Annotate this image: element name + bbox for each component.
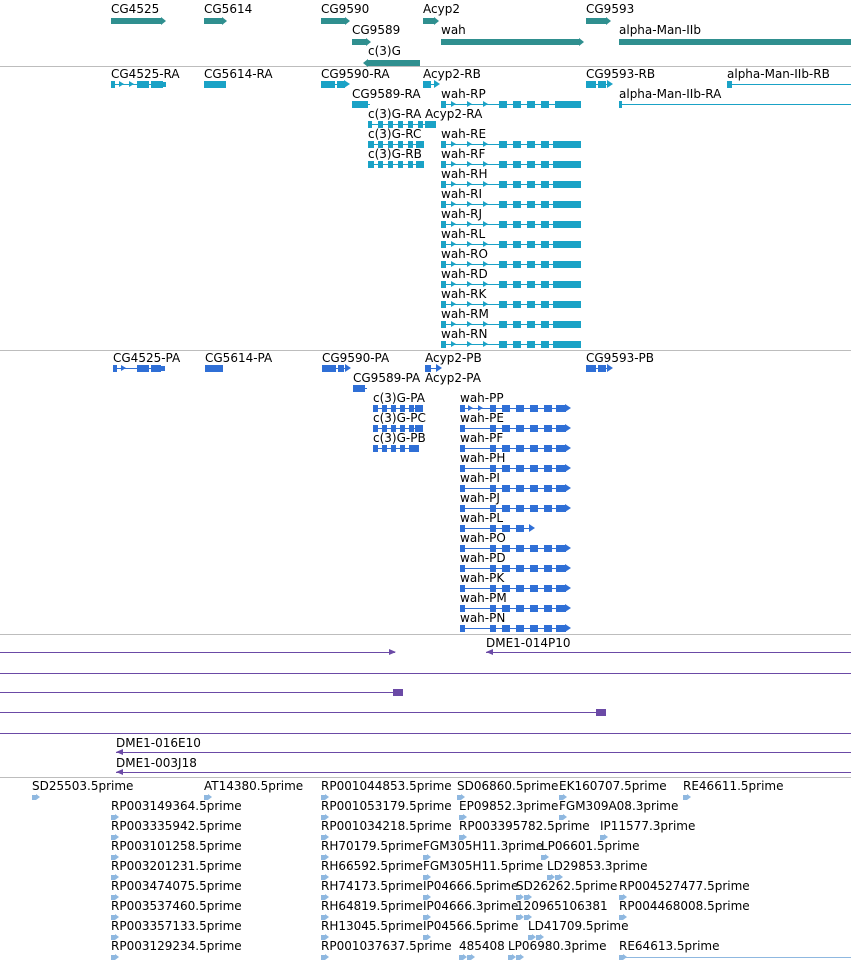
est-label: 120965106381	[516, 899, 608, 913]
exon-block	[499, 241, 507, 248]
strand-arrow-icon	[606, 17, 611, 25]
est-line	[623, 957, 851, 958]
exon-block	[398, 161, 403, 168]
est-label: RP004468008.5prime	[619, 899, 750, 913]
transcript-label: Acyp2-RB	[423, 67, 481, 81]
exon-block	[553, 141, 581, 148]
clone-label: DME1-014P10	[486, 636, 571, 650]
exon-block	[499, 221, 507, 228]
protein-label: wah-PJ	[460, 491, 500, 505]
exon-block	[544, 565, 552, 572]
exon-block	[527, 161, 535, 168]
exon-block	[409, 445, 419, 452]
strand-arrow-icon	[520, 954, 524, 960]
exon-block	[499, 201, 507, 208]
strand-arrow-icon	[451, 341, 456, 347]
strand-arrow-icon	[607, 364, 613, 372]
exon-block	[382, 445, 387, 452]
est-label: RP003335942.5prime	[111, 819, 242, 833]
exon-block	[544, 505, 552, 512]
exon-block	[586, 365, 596, 372]
exon-block	[541, 101, 549, 108]
exon-block	[527, 321, 535, 328]
clone-end	[596, 709, 606, 716]
strand-arrow-icon	[467, 341, 472, 347]
exon-block	[499, 281, 507, 288]
exon-block	[541, 321, 549, 328]
clone-line	[486, 652, 851, 653]
exon-block	[541, 201, 549, 208]
clone-label: DME1-003J18	[116, 756, 197, 770]
exon-block	[553, 341, 581, 348]
exon-block	[408, 161, 413, 168]
gene-label: CG9589	[352, 23, 401, 37]
exon-block	[544, 485, 552, 492]
exon-block	[541, 281, 549, 288]
strand-arrow-icon	[161, 17, 166, 25]
clone-line	[0, 692, 403, 693]
exon-block	[516, 405, 524, 412]
strand-arrow-icon	[565, 444, 571, 452]
exon-block	[541, 341, 549, 348]
protein-label: wah-PN	[460, 611, 506, 625]
exon-block	[502, 465, 510, 472]
gene-label: alpha-Man-IIb	[619, 23, 701, 37]
exon-block	[530, 445, 538, 452]
transcript-label: CG5614-RA	[204, 67, 273, 81]
transcript-label: wah-RD	[441, 267, 488, 281]
est-label: AT14380.5prime	[204, 779, 304, 793]
exon-block	[544, 545, 552, 552]
exon-block	[391, 445, 396, 452]
gene-bar	[321, 18, 345, 24]
protein-label: wah-PE	[460, 411, 504, 425]
exon-block	[378, 161, 383, 168]
strand-arrow-icon	[529, 524, 535, 532]
transcript-label: c(3)G-RB	[368, 147, 422, 161]
protein-label: Acyp2-PB	[425, 351, 482, 365]
exon-block	[544, 445, 552, 452]
transcript-label: Acyp2-RA	[425, 107, 483, 121]
clone-line	[0, 652, 395, 653]
exon-block	[516, 545, 524, 552]
exon-block	[553, 221, 581, 228]
transcript-label: c(3)G-RC	[368, 127, 422, 141]
exon-block	[499, 161, 507, 168]
exon-block	[586, 81, 596, 88]
est-label: IP04566.5prime	[423, 919, 519, 933]
transcript-label: wah-RL	[441, 227, 486, 241]
exon-block	[338, 365, 344, 372]
exon-block	[516, 525, 524, 532]
protein-label: c(3)G-PB	[373, 431, 426, 445]
est-label: IP11577.3prime	[600, 819, 696, 833]
exon-block	[553, 281, 581, 288]
exon-block	[553, 241, 581, 248]
exon-block	[541, 301, 549, 308]
exon-block	[137, 365, 149, 372]
est-label: RE46611.5prime	[683, 779, 784, 793]
est-label: IP04666.3prime	[423, 899, 519, 913]
strand-arrow-icon	[325, 954, 329, 960]
est-label: 485408	[459, 939, 505, 953]
est-label: LP06980.3prime	[508, 939, 607, 953]
exon-block	[541, 161, 549, 168]
strand-arrow-icon	[344, 80, 350, 88]
exon-block	[541, 221, 549, 228]
intron-line	[727, 84, 851, 85]
exon-block	[499, 321, 507, 328]
gene-bar	[352, 39, 366, 45]
est-label: RP003357133.5prime	[111, 919, 242, 933]
strand-arrow-icon	[483, 201, 488, 207]
exon-block	[499, 301, 507, 308]
protein-label: wah-PK	[460, 571, 505, 585]
strand-arrow-icon	[687, 794, 691, 800]
exon-block	[425, 121, 429, 128]
exon-block	[553, 181, 581, 188]
strand-arrow-icon	[119, 81, 124, 87]
exon-block	[544, 425, 552, 432]
exon-block	[513, 141, 521, 148]
transcript-label: wah-RM	[441, 307, 489, 321]
est-label: EP09852.3prime	[459, 799, 559, 813]
protein-label: c(3)G-PC	[373, 411, 426, 425]
exon-block	[204, 81, 226, 88]
exon-block	[111, 81, 115, 88]
clone-line	[116, 772, 851, 773]
gene-label: CG9593	[586, 2, 635, 16]
gene-bar	[368, 60, 420, 66]
exon-block	[530, 425, 538, 432]
exon-block	[553, 301, 581, 308]
est-label: RP003201231.5prime	[111, 859, 242, 873]
protein-label: CG4525-PA	[113, 351, 181, 365]
exon-block	[513, 101, 521, 108]
exon-block	[530, 485, 538, 492]
exon-block	[527, 201, 535, 208]
est-label: RP003537460.5prime	[111, 899, 242, 913]
transcript-label: CG4525-RA	[111, 67, 180, 81]
exon-block	[541, 181, 549, 188]
strand-arrow-icon	[36, 794, 40, 800]
strand-arrow-icon	[607, 80, 613, 88]
strand-arrow-icon	[565, 404, 571, 412]
transcript-label: CG9593-RB	[586, 67, 656, 81]
track-divider	[0, 777, 851, 778]
est-label: RP003101258.5prime	[111, 839, 242, 853]
exon-block	[541, 241, 549, 248]
exon-block	[513, 221, 521, 228]
est-label: LD29853.3prime	[547, 859, 648, 873]
transcript-label: wah-RI	[441, 187, 482, 201]
est-label: RP001053179.5prime	[321, 799, 452, 813]
exon-block	[516, 485, 524, 492]
strand-arrow-icon	[345, 17, 350, 25]
est-label: RH66592.5prime	[321, 859, 423, 873]
exon-block	[527, 221, 535, 228]
est-label: RP003129234.5prime	[111, 939, 242, 953]
est-label: LP06601.5prime	[541, 839, 640, 853]
protein-label: CG9590-PA	[322, 351, 390, 365]
transcript-label: wah-RN	[441, 327, 488, 341]
transcript-label: alpha-Man-IIb-RA	[619, 87, 722, 101]
est-label: RP001044853.5prime	[321, 779, 452, 793]
exon-block	[513, 201, 521, 208]
protein-label: CG5614-PA	[205, 351, 273, 365]
exon-block	[530, 405, 538, 412]
exon-block	[541, 141, 549, 148]
exon-block	[527, 261, 535, 268]
gene-label: c(3)G	[368, 44, 401, 58]
exon-block	[352, 101, 368, 108]
exon-block	[499, 341, 507, 348]
exon-block	[502, 485, 510, 492]
clone-line	[116, 752, 851, 753]
gene-bar	[111, 18, 161, 24]
gene-bar	[441, 39, 579, 45]
strand-arrow-icon	[483, 341, 488, 347]
exon-block	[513, 301, 521, 308]
transcript-label: wah-RH	[441, 167, 488, 181]
gene-label: CG4525	[111, 2, 160, 16]
exon-block	[530, 505, 538, 512]
exon-block	[499, 101, 507, 108]
exon-block	[516, 585, 524, 592]
est-label: RH70179.5prime	[321, 839, 423, 853]
gene-label: CG9590	[321, 2, 370, 16]
exon-block	[553, 261, 581, 268]
est-label: RP001034218.5prime	[321, 819, 452, 833]
strand-arrow-icon	[565, 584, 571, 592]
clone-label: DME1-016E10	[116, 736, 201, 750]
strand-arrow-icon	[345, 364, 351, 372]
exon-block	[321, 81, 335, 88]
est-label: LD41709.5prime	[528, 919, 629, 933]
protein-label: CG9593-PB	[586, 351, 655, 365]
exon-block	[516, 465, 524, 472]
gene-label: wah	[441, 23, 466, 37]
protein-label: wah-PL	[460, 511, 504, 525]
protein-label: wah-PO	[460, 531, 506, 545]
exon-block	[502, 505, 510, 512]
exon-block	[553, 321, 581, 328]
exon-block	[530, 625, 538, 632]
exon-block	[513, 321, 521, 328]
strand-arrow-icon	[579, 38, 584, 46]
exon-block	[544, 605, 552, 612]
exon-block	[490, 625, 496, 632]
exon-block	[353, 385, 365, 392]
protein-label: wah-PP	[460, 391, 504, 405]
est-label: RP001037637.5prime	[321, 939, 452, 953]
exon-block	[530, 605, 538, 612]
strand-arrow-icon	[389, 649, 396, 655]
exon-block	[423, 81, 431, 88]
exon-block	[530, 585, 538, 592]
gene-label: Acyp2	[423, 2, 460, 16]
exon-block	[544, 625, 552, 632]
exon-block	[527, 181, 535, 188]
exon-block	[460, 625, 465, 632]
strand-arrow-icon	[363, 59, 368, 67]
exon-block	[530, 545, 538, 552]
est-label: RH74173.5prime	[321, 879, 423, 893]
exon-block	[544, 465, 552, 472]
gene-bar	[586, 18, 606, 24]
protein-label: Acyp2-PA	[425, 371, 481, 385]
strand-arrow-icon	[129, 81, 134, 87]
protein-label: CG9589-PA	[353, 371, 421, 385]
exon-block	[502, 625, 510, 632]
exon-block	[151, 365, 161, 372]
strand-arrow-icon	[565, 624, 571, 632]
strand-arrow-icon	[121, 365, 126, 371]
est-label: FGM305H11.5prime	[423, 859, 544, 873]
strand-arrow-icon	[565, 544, 571, 552]
clone-end	[393, 689, 403, 696]
protein-label: wah-PH	[460, 451, 506, 465]
protein-label: wah-PD	[460, 551, 506, 565]
exon-block	[499, 141, 507, 148]
strand-arrow-icon	[565, 464, 571, 472]
exon-block	[513, 281, 521, 288]
exon-block	[161, 82, 166, 87]
protein-label: c(3)G-PA	[373, 391, 425, 405]
transcript-label: wah-RF	[441, 147, 486, 161]
protein-label: wah-PI	[460, 471, 500, 485]
strand-arrow-icon	[222, 17, 227, 25]
est-label: RH64819.5prime	[321, 899, 423, 913]
exon-block	[516, 425, 524, 432]
track-divider	[0, 634, 851, 635]
exon-block	[727, 81, 732, 88]
exon-block	[530, 565, 538, 572]
exon-block	[555, 101, 581, 108]
exon-block	[513, 341, 521, 348]
est-label: RE64613.5prime	[619, 939, 720, 953]
est-label: SD26262.5prime	[516, 879, 618, 893]
est-label: RH13045.5prime	[321, 919, 423, 933]
transcript-label: wah-RE	[441, 127, 487, 141]
clone-line	[0, 673, 851, 674]
est-label: FGM305H11.3prime	[423, 839, 544, 853]
est-label: RP004527477.5prime	[619, 879, 750, 893]
exon-block	[499, 261, 507, 268]
est-label: SD06860.5prime	[457, 779, 559, 793]
est-label: RP003474075.5prime	[111, 879, 242, 893]
exon-block	[541, 261, 549, 268]
est-label: SD25503.5prime	[32, 779, 134, 793]
exon-block	[513, 241, 521, 248]
clone-line	[0, 712, 606, 713]
transcript-label: alpha-Man-IIb-RB	[727, 67, 830, 81]
exon-block	[513, 161, 521, 168]
strand-arrow-icon	[565, 484, 571, 492]
exon-block	[553, 201, 581, 208]
exon-block	[527, 241, 535, 248]
exon-block	[553, 161, 581, 168]
exon-block	[516, 505, 524, 512]
protein-label: wah-PM	[460, 591, 507, 605]
exon-block	[513, 261, 521, 268]
exon-block	[161, 366, 165, 371]
exon-block	[544, 405, 552, 412]
est-label: FGM309A08.3prime	[559, 799, 679, 813]
strand-arrow-icon	[115, 954, 119, 960]
gene-bar	[423, 18, 434, 24]
exon-block	[368, 161, 374, 168]
est-label: IP04666.5prime	[423, 879, 519, 893]
strand-arrow-icon	[483, 101, 488, 107]
exon-block	[516, 445, 524, 452]
exon-block	[527, 141, 535, 148]
exon-block	[113, 365, 117, 372]
exon-block	[527, 341, 535, 348]
est-label: EK160707.5prime	[559, 779, 667, 793]
transcript-label: wah-RO	[441, 247, 488, 261]
exon-block	[516, 565, 524, 572]
exon-block	[322, 365, 336, 372]
est-label: RP003149364.5prime	[111, 799, 242, 813]
protein-label: wah-PF	[460, 431, 504, 445]
exon-block	[527, 281, 535, 288]
exon-block	[137, 81, 149, 88]
exon-block	[516, 625, 524, 632]
gene-label: CG5614	[204, 2, 253, 16]
exon-block	[544, 585, 552, 592]
exon-block	[598, 81, 606, 88]
transcript-label: wah-RP	[441, 87, 486, 101]
exon-block	[205, 365, 223, 372]
exon-block	[513, 181, 521, 188]
transcript-label: CG9590-RA	[321, 67, 390, 81]
exon-block	[598, 365, 606, 372]
intron-line	[619, 104, 851, 105]
exon-block	[619, 101, 622, 108]
exon-block	[527, 301, 535, 308]
clone-line	[0, 733, 851, 734]
transcript-label: wah-RK	[441, 287, 487, 301]
transcript-label: c(3)G-RA	[368, 107, 422, 121]
gene-bar	[204, 18, 222, 24]
exon-block	[527, 101, 535, 108]
exon-block	[388, 161, 393, 168]
strand-arrow-icon	[483, 181, 488, 187]
strand-arrow-icon	[565, 564, 571, 572]
strand-arrow-icon	[434, 17, 439, 25]
exon-block	[441, 341, 446, 348]
strand-arrow-icon	[565, 604, 571, 612]
exon-block	[416, 161, 424, 168]
gene-bar	[619, 39, 851, 45]
strand-arrow-icon	[565, 504, 571, 512]
transcript-label: wah-RJ	[441, 207, 482, 221]
exon-block	[530, 465, 538, 472]
strand-arrow-icon	[565, 424, 571, 432]
exon-block	[400, 445, 405, 452]
exon-block	[499, 181, 507, 188]
exon-block	[516, 605, 524, 612]
transcript-label: CG9589-RA	[352, 87, 421, 101]
strand-arrow-icon	[471, 954, 475, 960]
strand-arrow-icon	[434, 80, 440, 88]
est-label: RP003395782.5prime	[459, 819, 590, 833]
exon-block	[373, 445, 378, 452]
